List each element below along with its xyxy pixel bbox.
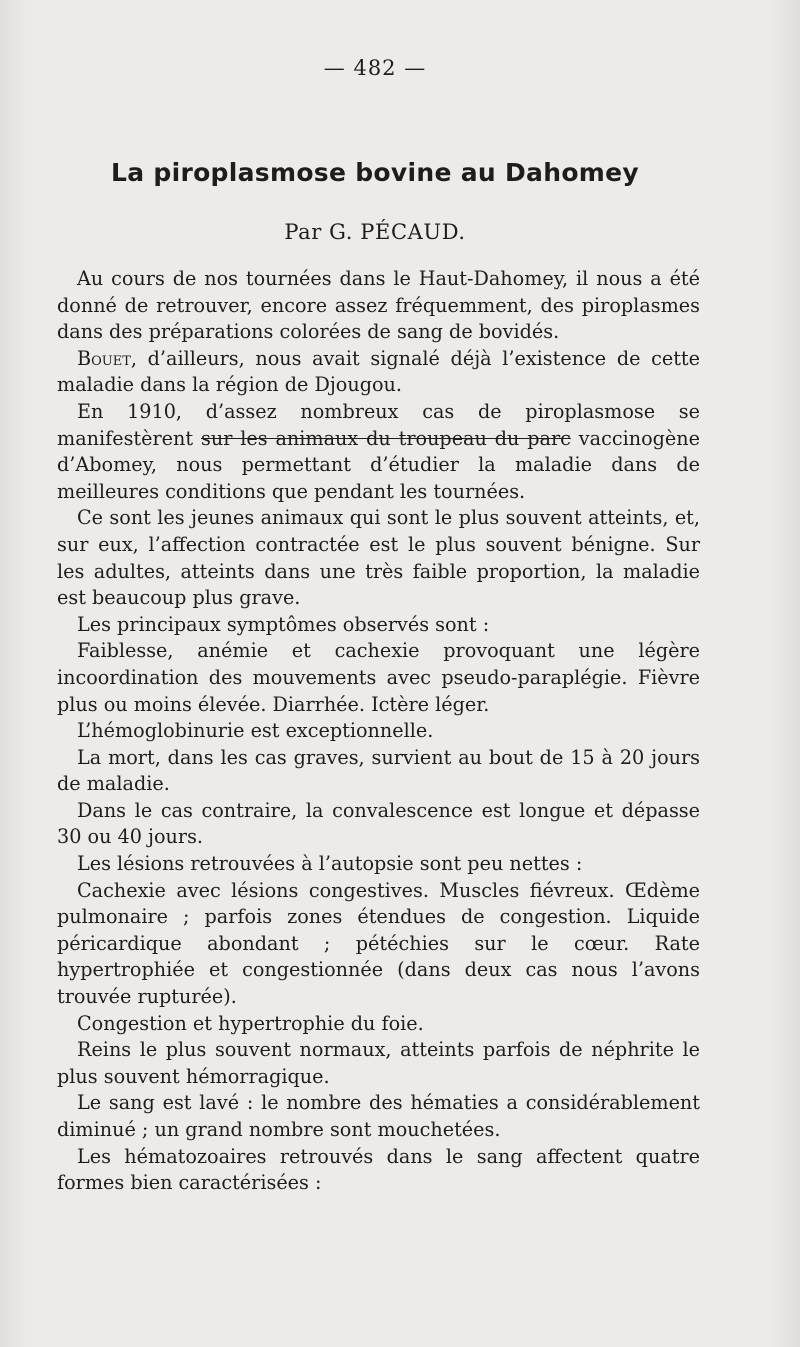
paragraph: Les lésions retrouvées à l’autopsie sont peu nettes : — [77, 852, 583, 876]
paragraph: Dans le cas contraire, la convalescence est longue et dépasse 30 ou 40 jours. — [57, 798, 700, 849]
paragraph-text: vaccinogène d’Abomey, nous permettant d’étudier la maladie dans de meilleures conditions que pendant les tournées. — [57, 426, 700, 503]
paragraph: La mort, dans les cas graves, survient au bout de 15 à 20 jours de maladie. — [57, 745, 700, 796]
paragraph: Les hématozoaires retrouvés dans le sang affectent quatre formes bien caractérisées : — [57, 1144, 700, 1195]
article-body — [57, 266, 700, 1197]
paragraph — [57, 346, 700, 399]
paragraph — [57, 399, 700, 505]
article-title: La piroplasmose bovine au Dahomey — [110, 158, 639, 187]
paragraph: Congestion et hypertrophie du foie. — [77, 1011, 424, 1035]
paragraph: Ce sont les jeunes animaux qui sont le plus souvent atteints, et, sur eux, l’affection contractée est le plus souvent bénigne. Sur les adultes, atteints dans une très faible proportion, la maladie est beaucoup plus grave. — [57, 506, 700, 610]
article-author: Par G. PÉCAUD. — [284, 220, 466, 244]
paragraph-text: , d’ailleurs, nous avait signalé déjà l’existence de cette maladie dans la région de Djougou. — [57, 346, 700, 397]
struck-text: sur les animaux du troupeau du parc — [200, 426, 571, 450]
paragraph: Cachexie avec lésions congestives. Muscles fiévreux. Œdème pulmonaire ; parfois zones étendues de congestion. Liquide péricardique abondant ; pétéchies sur le cœur. Rate hypertrophiée et congestionnée (dans deux cas nous l’avons trouvée rupturée). — [57, 878, 700, 1009]
paragraph: Les principaux symptômes observés sont : — [77, 612, 490, 636]
paragraph: L’hémoglobinurie est exceptionnelle. — [77, 719, 434, 743]
author-reference: Bouet — [77, 346, 131, 370]
paragraph: Au cours de nos tournées dans le Haut-Dahomey, il nous a été donné de retrouver, encore assez fréquemment, des piroplasmes dans des préparations colorées de sang de bovidés. — [57, 267, 700, 344]
paragraph: Le sang est lavé : le nombre des hématies a considérablement diminué ; un grand nombre sont mouchetées. — [57, 1091, 700, 1141]
page-number: — 482 — — [323, 56, 427, 80]
paragraph: Reins le plus souvent normaux, atteints parfois de néphrite le plus souvent hémorragique. — [57, 1038, 700, 1088]
paragraph-text: En 1910, d’assez nombreux cas de piroplasmose se manifestèrent — [57, 399, 700, 450]
paragraph: Faiblesse, anémie et cachexie provoquant une légère incoordination des mouvements avec pseudo-paraplégie. Fièvre plus ou moins élevée. Diarrhée. Ictère léger. — [57, 639, 700, 716]
